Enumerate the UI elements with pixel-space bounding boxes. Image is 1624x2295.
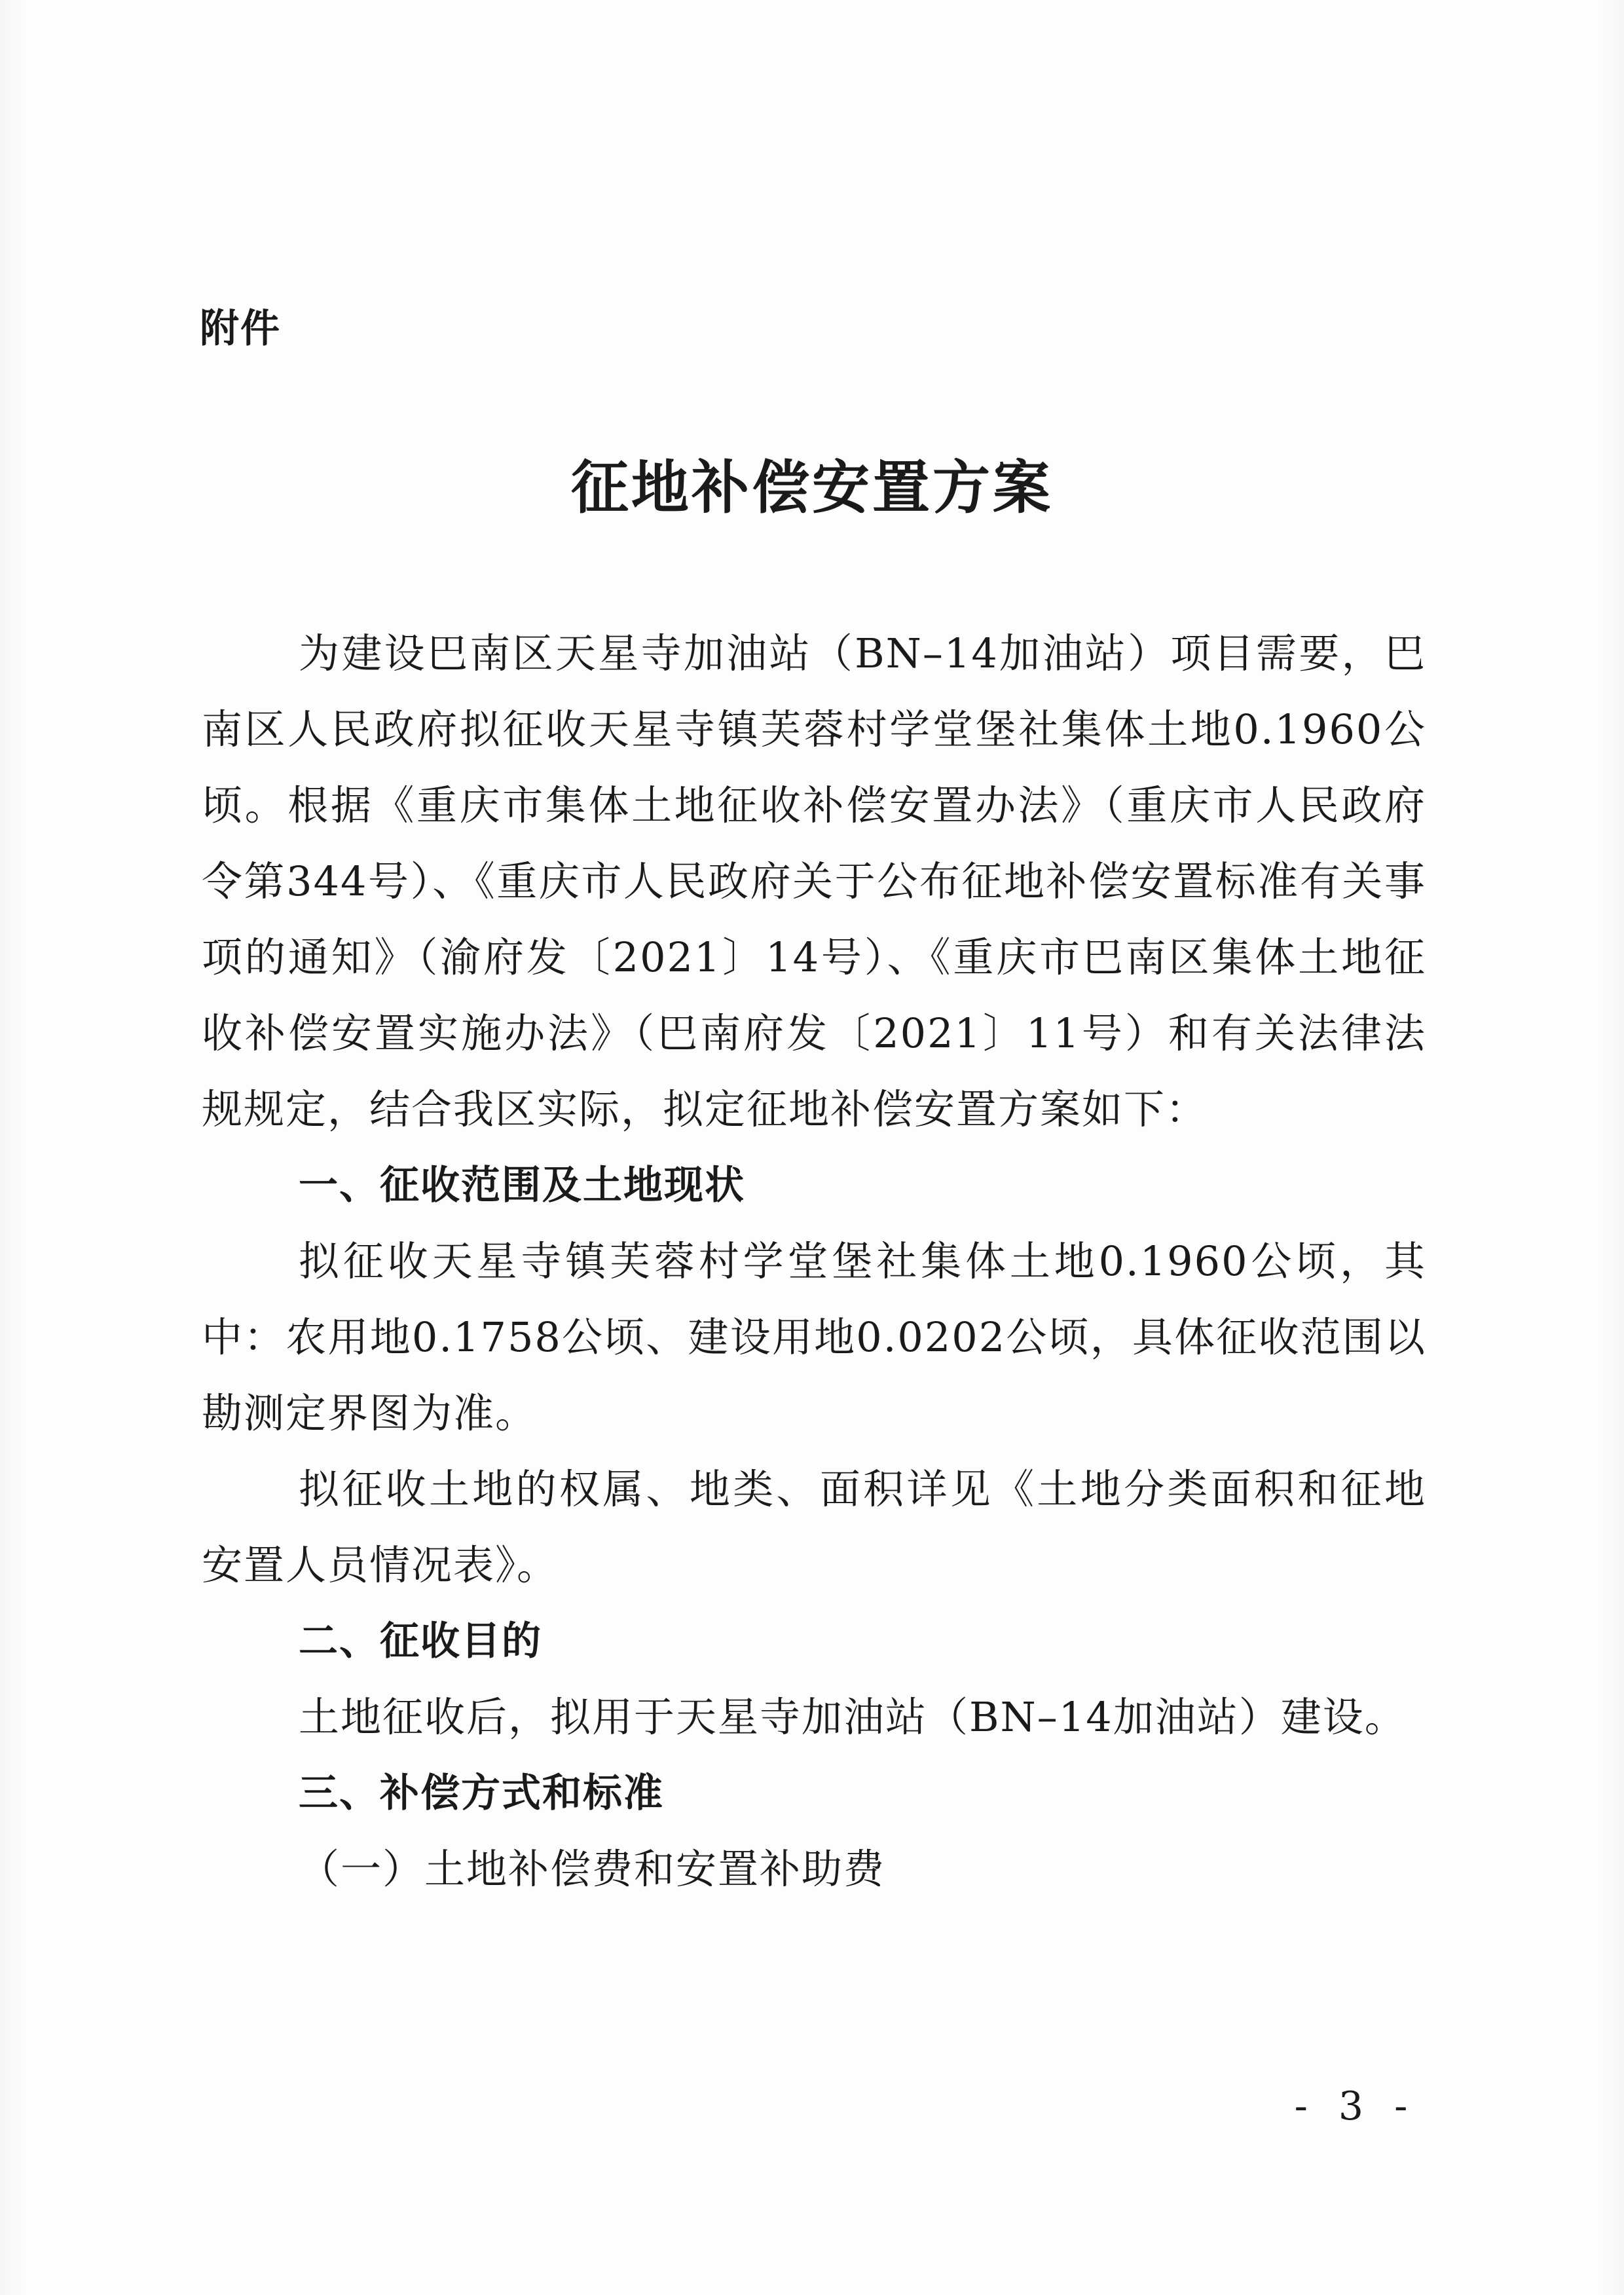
purpose-paragraph: 土地征收后，拟用于天星寺加油站（BN–14加油站）建设。 bbox=[299, 1693, 1407, 1741]
section-heading-purpose: 二、征收目的 bbox=[299, 1618, 542, 1664]
scope-paragraph: 拟征收天星寺镇芙蓉村学堂堡社集体土地0.1960公顷，其中：农用地0.1758公顷、建设用地0.0202公顷，具体征收范围以勘测定界图为准。 bbox=[202, 1237, 1426, 1437]
document-title: 征地补偿安置方案 bbox=[570, 453, 1053, 521]
scan-shadow-left bbox=[0, 0, 26, 2295]
details-paragraph: 拟征收土地的权属、地类、面积详见《土地分类面积和征地安置人员情况表》。 bbox=[202, 1465, 1426, 1589]
subsection-heading-land-compensation: （一）土地补偿费和安置补助费 bbox=[299, 1845, 886, 1893]
attachment-label: 附件 bbox=[200, 306, 281, 352]
intro-paragraph: 为建设巴南区天星寺加油站（BN–14加油站）项目需要，巴南区人民政府拟征收天星寺镇芙蓉村学堂堡社集体土地0.1960公顷。根据《重庆市集体土地征收补偿安置办法》（重庆市人民政府令第344号）、《重庆市人民政府关于公布征地补偿安置标准有关事项的通知》（渝府发〔2021〕14号）、《重庆市巴南区集体土地征收补偿安置实施办法》（巴南府发〔2021〕11号）和有关法律法规规定，结合我区实际，拟定征地补偿安置方案如下： bbox=[202, 629, 1426, 1133]
section-heading-scope: 一、征收范围及土地现状 bbox=[299, 1163, 745, 1208]
scan-shadow-right bbox=[1598, 0, 1624, 2295]
document-body bbox=[202, 616, 1426, 1907]
section-heading-compensation: 三、补偿方式和标准 bbox=[299, 1770, 664, 1816]
page-number: - 3 - bbox=[1294, 2083, 1417, 2129]
